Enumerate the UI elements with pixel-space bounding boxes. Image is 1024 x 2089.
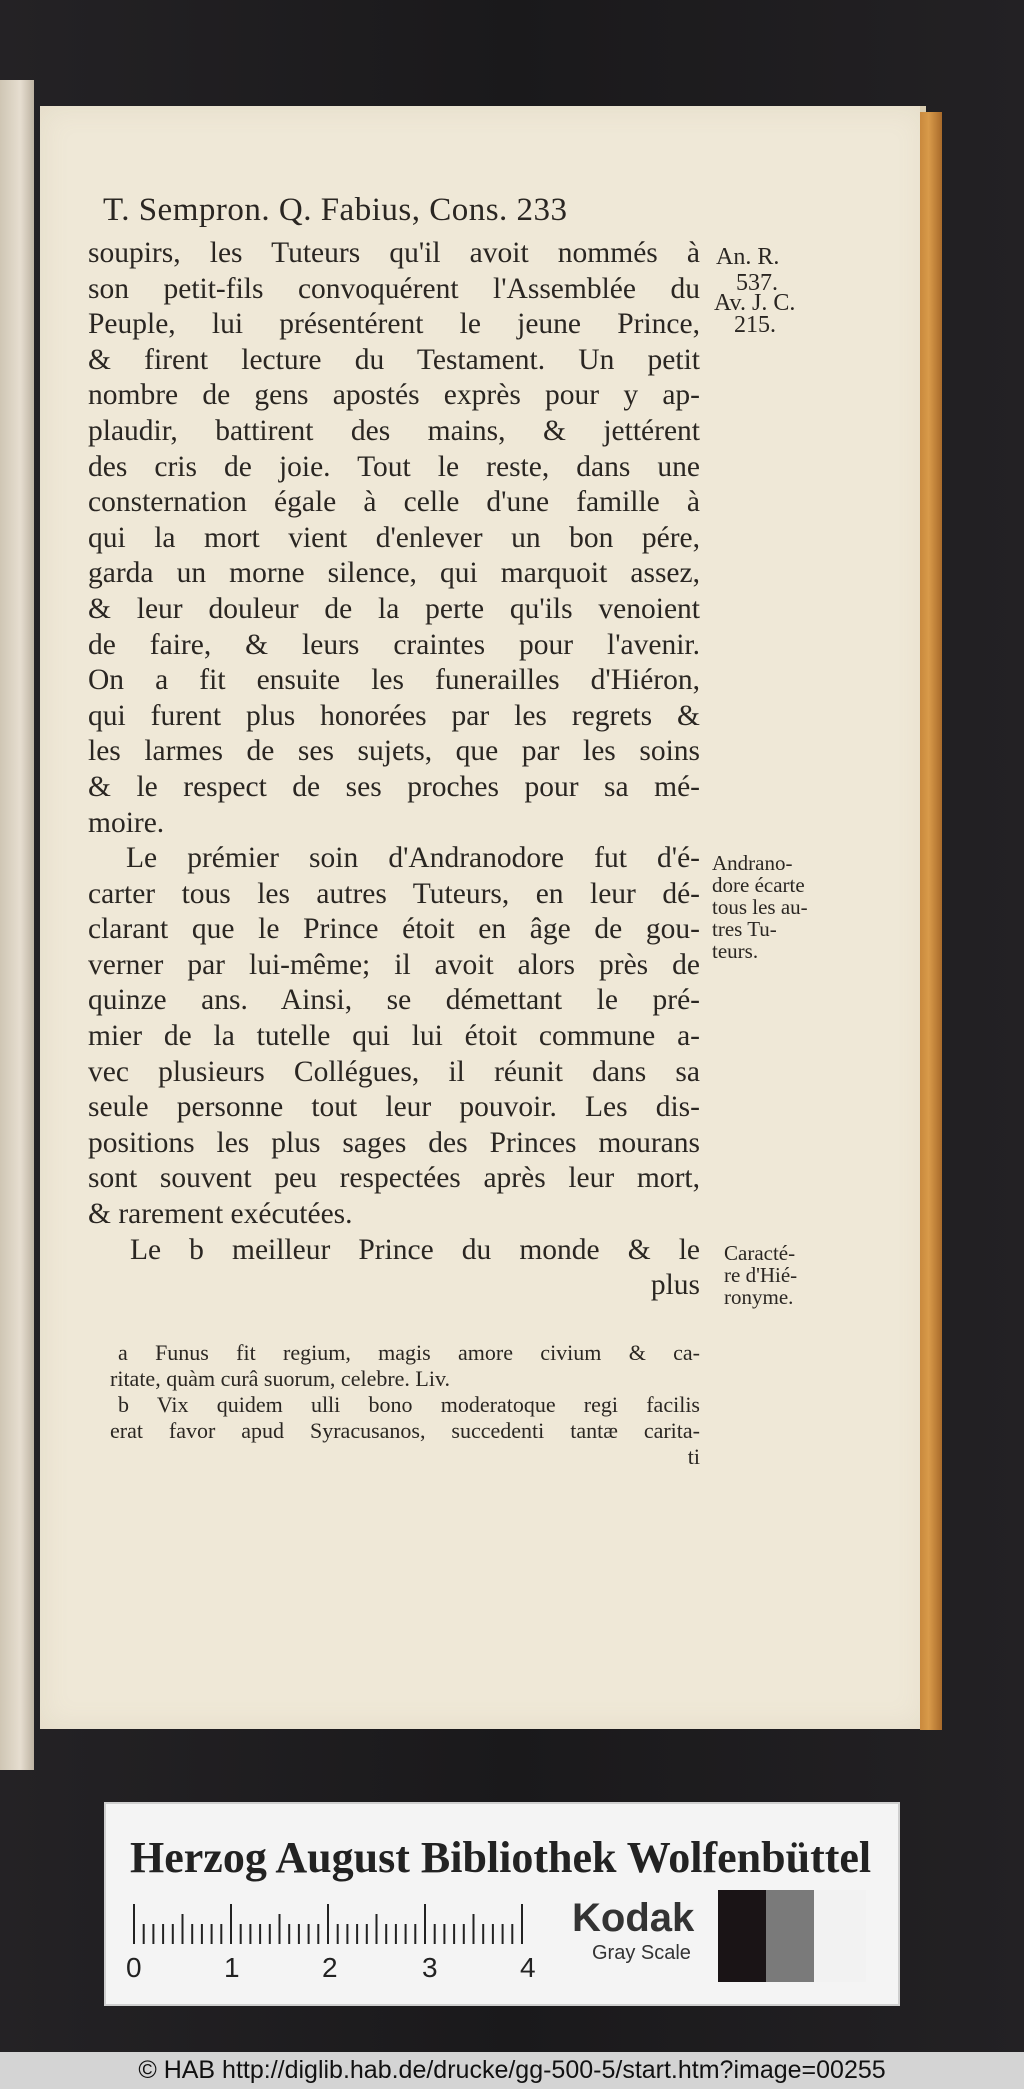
body-line: sont souvent peu respectées après leur mort, bbox=[88, 1162, 700, 1195]
body-line: & rarement exécutées. bbox=[88, 1198, 353, 1231]
footnote-line: ti bbox=[687, 1444, 700, 1469]
body-line: & leur douleur de la perte qu'ils venoient bbox=[88, 592, 700, 625]
body-line: de faire, & leurs craintes pour l'avenir. bbox=[88, 628, 700, 661]
body-line: quinze ans. Ainsi, se démettant le pré- bbox=[88, 984, 700, 1017]
ruler-number: 2 bbox=[322, 1952, 338, 1983]
margin-line: 537. bbox=[736, 270, 778, 296]
gray-swatch-mid bbox=[766, 1890, 818, 1982]
gray-swatch-dark bbox=[718, 1890, 770, 1982]
margin-note-date bbox=[714, 244, 795, 338]
body-line: clarant que le Prince étoit en âge de gou- bbox=[88, 913, 700, 946]
calibration-strip bbox=[104, 1802, 900, 2006]
body-line: Le prémier soin d'Andranodore fut d'é- bbox=[126, 842, 700, 875]
footnote-line: ritate, quàm curâ suorum, celebre. Liv. bbox=[110, 1366, 451, 1391]
body-line: qui furent plus honorées par les regrets & bbox=[88, 699, 700, 732]
footnote-line: erat favor apud Syracusanos, succedenti tantæ carita- bbox=[110, 1418, 700, 1443]
body-line: carter tous les autres Tuteurs, en leur dé- bbox=[88, 877, 700, 910]
gray-scale-label: Gray Scale bbox=[592, 1942, 691, 1964]
margin-line: Andrano- bbox=[712, 851, 793, 875]
page-fore-edge bbox=[920, 112, 942, 1730]
body-line: Le b meilleur Prince du monde & le bbox=[130, 1233, 700, 1266]
running-header: T. Sempron. Q. Fabius, Cons. 233 bbox=[103, 192, 568, 228]
previous-page-edge bbox=[0, 80, 34, 1770]
margin-line: dore écarte bbox=[712, 873, 805, 897]
gray-swatch-light bbox=[814, 1890, 866, 1982]
body-line: soupirs, les Tuteurs qu'il avoit nommés à bbox=[88, 237, 700, 269]
body-text bbox=[88, 236, 700, 1304]
body-line: verner par lui-même; il avoit alors près de bbox=[88, 948, 700, 981]
margin-line: 215. bbox=[734, 312, 776, 338]
body-line: des cris de joie. Tout le reste, dans une bbox=[88, 450, 700, 483]
ruler-number: 4 bbox=[520, 1952, 536, 1983]
margin-note-andranodore bbox=[712, 852, 808, 962]
body-line: On a fit ensuite les funerailles d'Hiéron, bbox=[88, 664, 700, 697]
margin-line: Caracté- bbox=[724, 1241, 796, 1265]
body-line: plaudir, battirent des mains, & jettérent bbox=[88, 414, 700, 447]
body-line: garda un morne silence, qui marquoit assez, bbox=[88, 557, 700, 590]
ruler-number: 0 bbox=[126, 1952, 142, 1983]
body-line: vec plusieurs Collégues, il réunit dans sa bbox=[88, 1055, 700, 1088]
body-line: mier de la tutelle qui lui étoit commune a- bbox=[88, 1020, 700, 1053]
margin-line: Av. J. C. bbox=[714, 290, 796, 316]
margin-line: tres Tu- bbox=[712, 917, 777, 941]
body-line: & firent lecture du Testament. Un petit bbox=[88, 343, 700, 376]
margin-line: teurs. bbox=[712, 939, 759, 963]
kodak-logo: Kodak bbox=[572, 1896, 695, 1940]
margin-line: re d'Hié- bbox=[724, 1263, 798, 1287]
body-line: nombre de gens apostés exprès pour y ap- bbox=[88, 379, 700, 412]
body-line: consternation égale à celle d'une famille à bbox=[88, 486, 700, 519]
ruler-number: 1 bbox=[224, 1952, 240, 1983]
margin-line: An. R. bbox=[716, 244, 780, 270]
footnote-line: b Vix quidem ulli bono moderatoque regi facilis bbox=[118, 1392, 700, 1417]
copyright-footer: © HAB http://diglib.hab.de/drucke/gg-500-5/start.htm?image=00255 bbox=[0, 2052, 1024, 2089]
body-line: positions les plus sages des Princes mourans bbox=[88, 1126, 700, 1159]
ruler bbox=[132, 1904, 532, 1944]
margin-line: tous les au- bbox=[712, 895, 808, 919]
body-line: qui la mort vient d'enlever un bon pére, bbox=[88, 521, 700, 554]
body-line: Peuple, lui présentérent le jeune Prince, bbox=[88, 308, 700, 341]
body-line: plus bbox=[650, 1269, 700, 1302]
library-title: Herzog August Bibliothek Wolfenbüttel bbox=[130, 1833, 872, 1882]
body-line: & le respect de ses proches pour sa mé- bbox=[88, 770, 700, 803]
body-line: son petit-fils convoquérent l'Assemblée du bbox=[88, 272, 700, 305]
footnotes bbox=[110, 1340, 700, 1470]
margin-note-caractere bbox=[724, 1242, 797, 1308]
body-line: seule personne tout leur pouvoir. Les dis- bbox=[88, 1091, 700, 1124]
body-line: les larmes de ses sujets, que par les soins bbox=[88, 735, 700, 768]
footnote-line: a Funus fit regium, magis amore civium & ca- bbox=[118, 1340, 700, 1365]
ruler-number: 3 bbox=[422, 1952, 438, 1983]
body-line: moire. bbox=[88, 806, 165, 839]
margin-line: ronyme. bbox=[724, 1285, 794, 1309]
